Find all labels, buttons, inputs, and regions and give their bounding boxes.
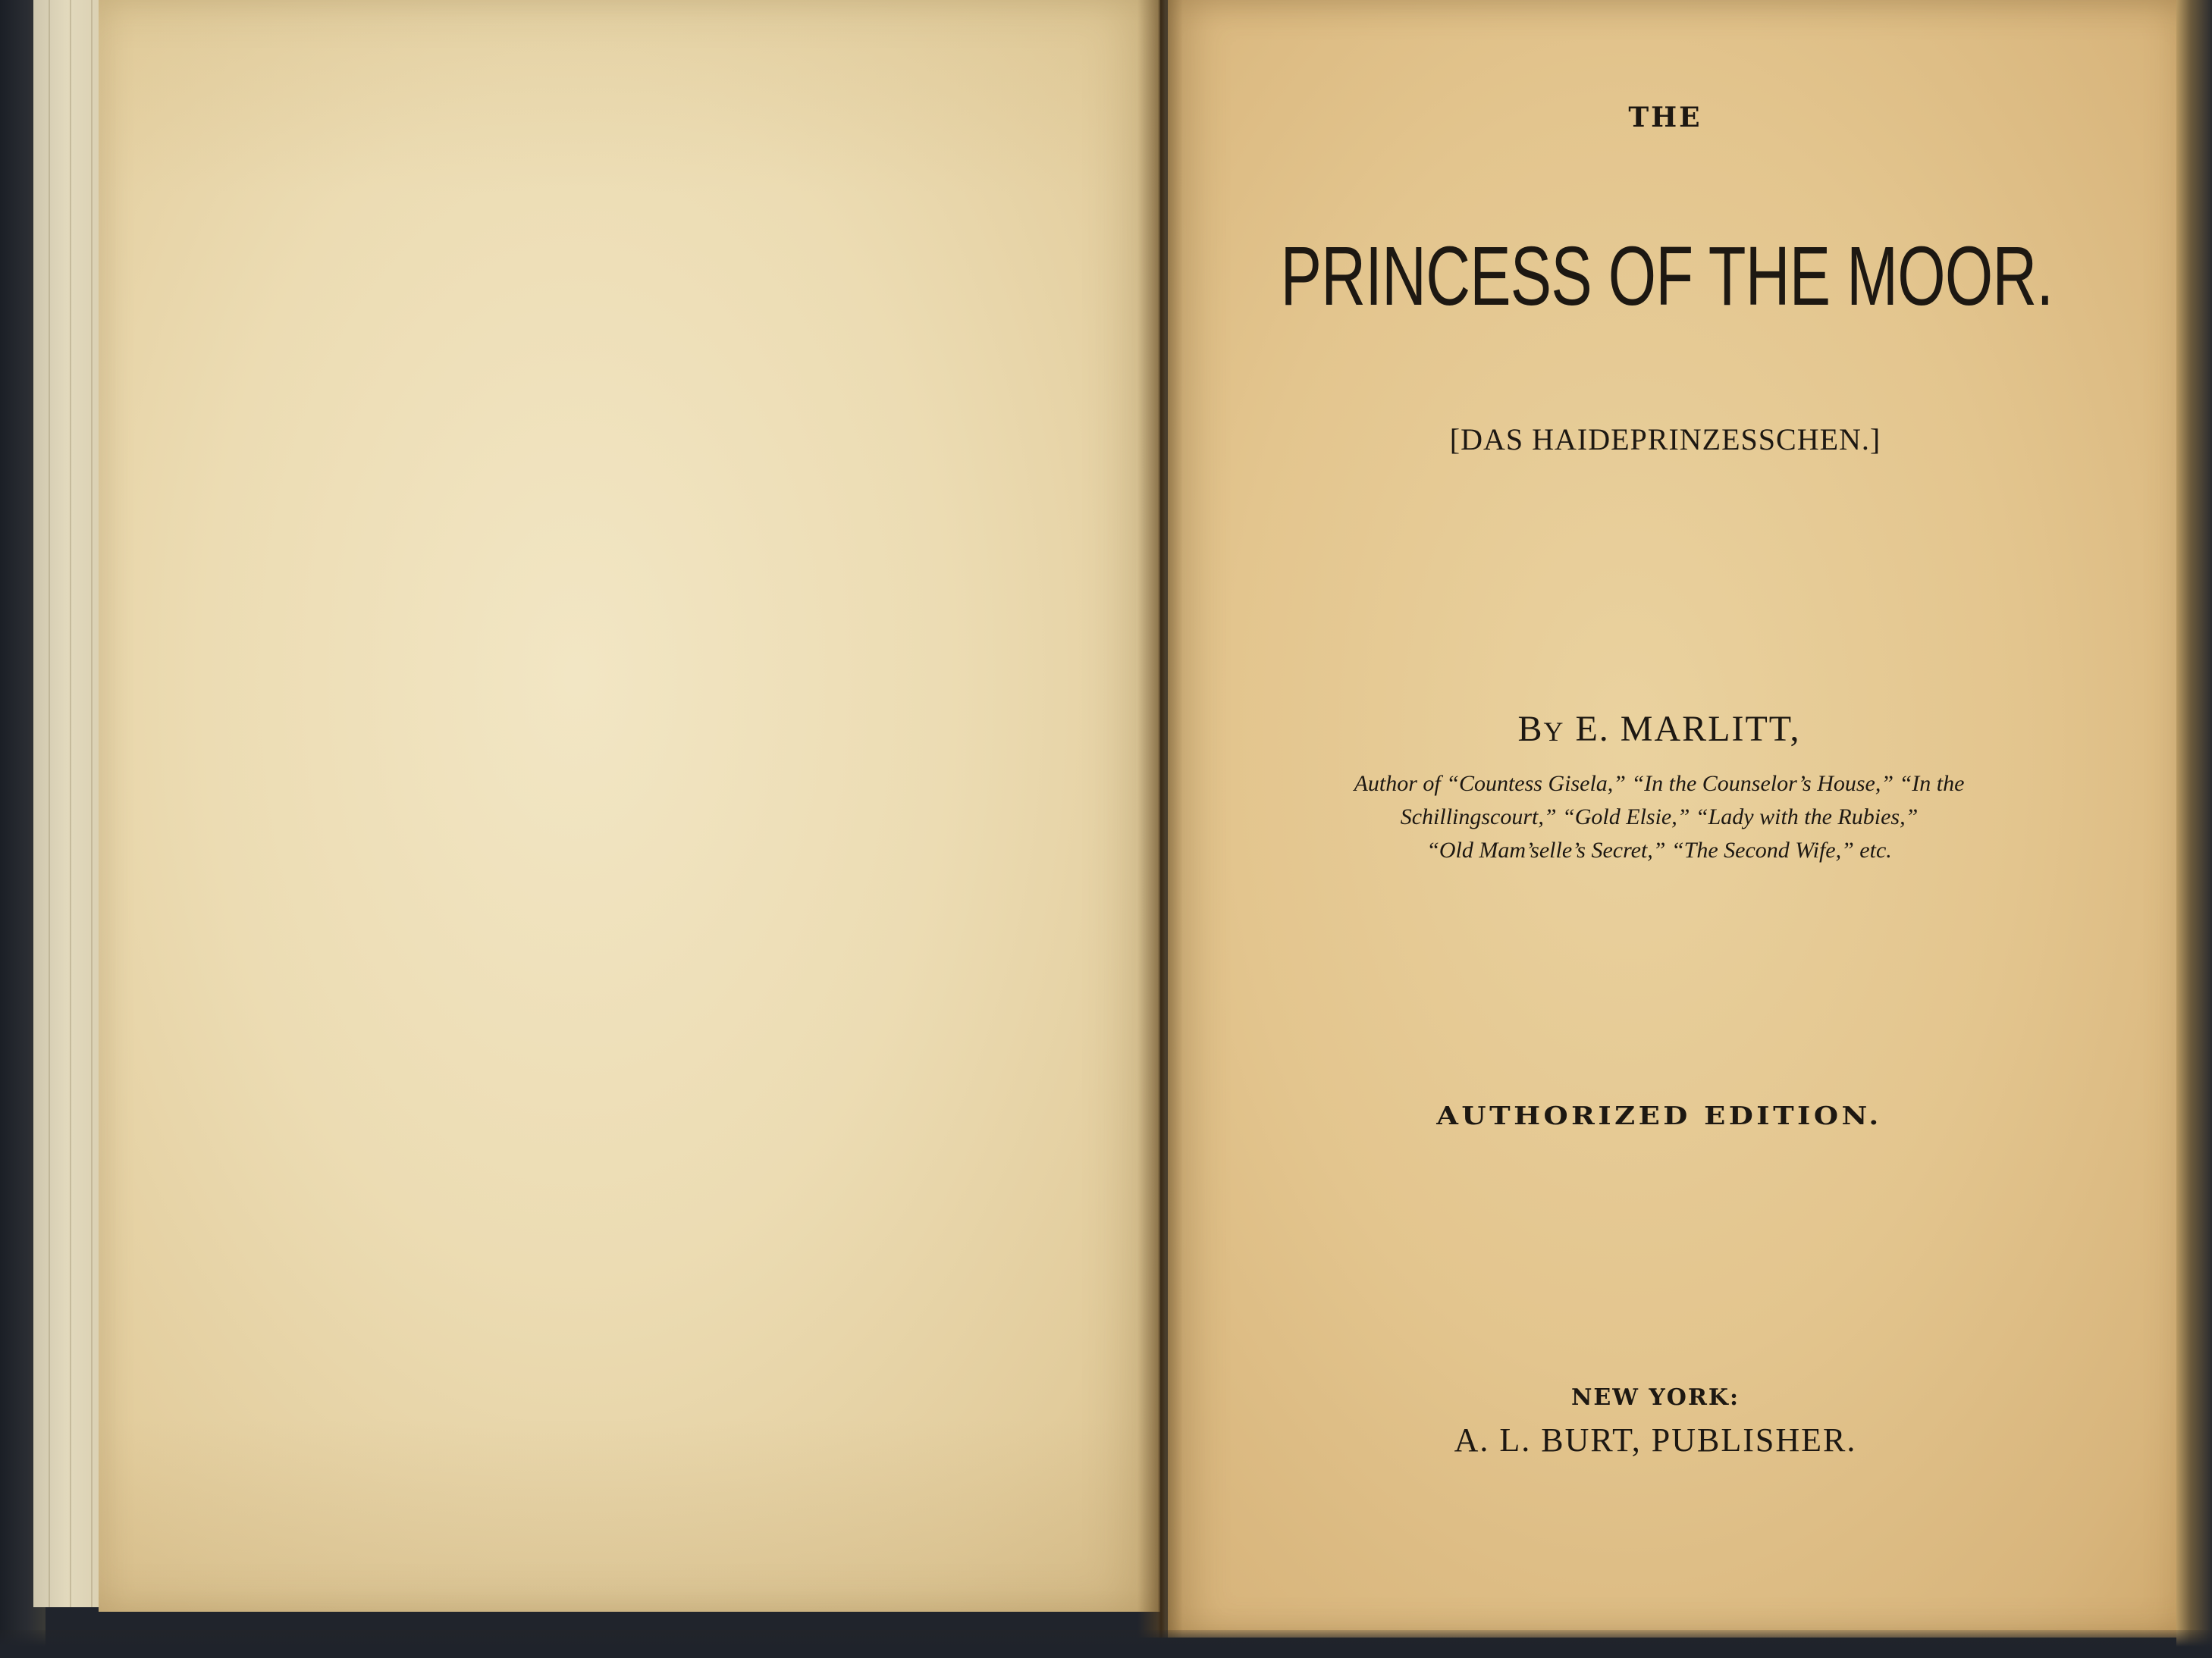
author-name: E. MARLITT, bbox=[1564, 709, 1801, 749]
bottom-edge bbox=[0, 1630, 2212, 1658]
title-article: THE bbox=[1628, 102, 1702, 133]
other-works-line: “Old Mam’selle’s Secret,” “The Second Wife,” etc. bbox=[1426, 838, 1892, 863]
other-works bbox=[1354, 767, 1965, 867]
author-byline bbox=[1517, 708, 1800, 750]
byline-by-rest: Y bbox=[1543, 716, 1565, 747]
book-gutter bbox=[1137, 0, 1183, 1638]
other-works-line: Author of “Countess Gisela,” “In the Counselor’s House,” “In the bbox=[1354, 771, 1965, 796]
publisher-name: A. L. BURT, PUBLISHER. bbox=[1454, 1421, 1857, 1459]
blank-left-page bbox=[99, 0, 1160, 1612]
byline-by-initial: B bbox=[1517, 709, 1544, 749]
right-page-edge bbox=[2176, 0, 2212, 1658]
edition-statement: AUTHORIZED EDITION. bbox=[1436, 1101, 1882, 1130]
publication-place: NEW YORK: bbox=[1570, 1384, 1740, 1411]
original-title: [DAS HAIDEPRINZESSCHEN.] bbox=[1449, 422, 1881, 456]
book-title: PRINCESS OF THE MOOR. bbox=[1280, 230, 2054, 323]
other-works-line: Schillingscourt,” “Gold Elsie,” “Lady with the Rubies,” bbox=[1400, 804, 1919, 829]
